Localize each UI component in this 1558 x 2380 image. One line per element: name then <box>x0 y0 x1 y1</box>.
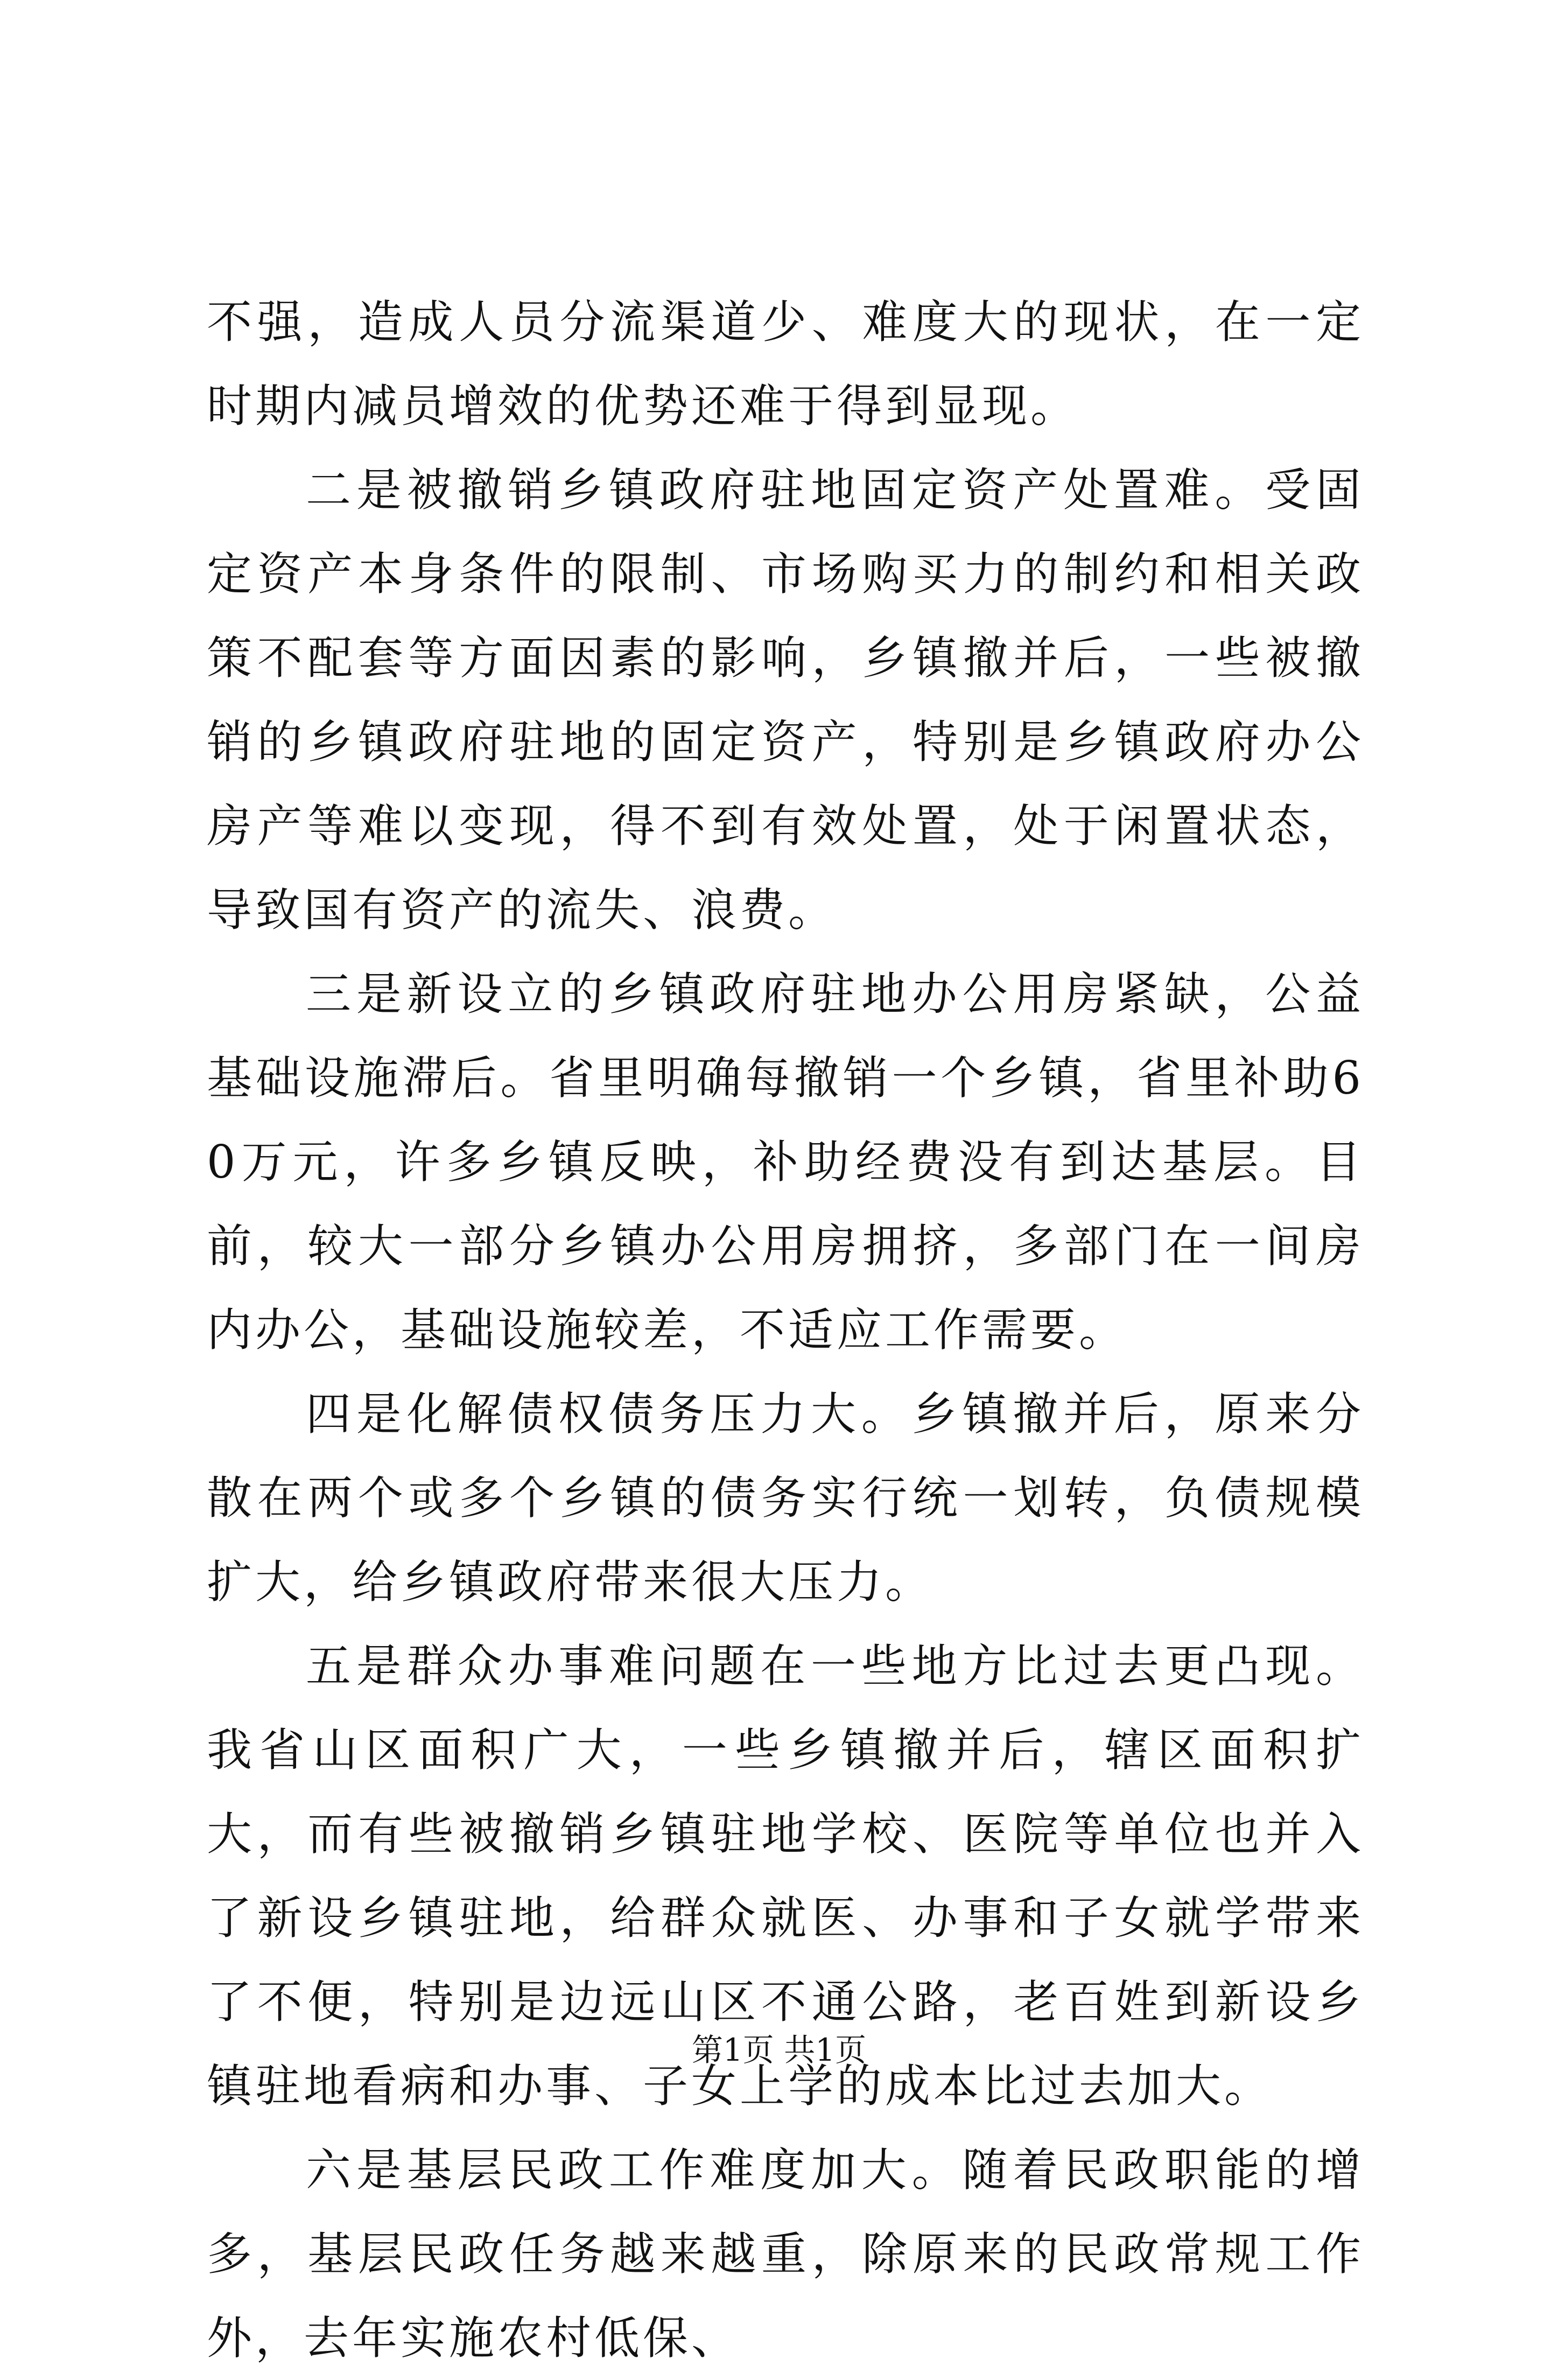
paragraph-2: 二是被撤销乡镇政府驻地固定资产处置难。受固定资产本身条件的限制、市场购买力的制约和相关政策不配套等方面因素的影响，乡镇撤并后，一些被撤销的乡镇政府驻地的固定资产，特别是乡镇政府办公房产等难以变现，得不到有效处置，处于闲置状态，导致国有资产的流失、浪费。 <box>207 464 1364 936</box>
paragraph-5: 五是群众办事难问题在一些地方比过去更凸现。我省山区面积广大，一些乡镇撤并后，辖区面积扩大，而有些被撤销乡镇驻地学校、医院等单位也并入了新设乡镇驻地，给群众就医、办事和子女就学带来了不便，特别是边远山区不通公路，老百姓到新设乡镇驻地看病和办事、子女上学的成本比过去加大。 <box>207 1640 1364 2112</box>
paragraph-1: 不强，造成人员分流渠道少、难度大的现状，在一定时期内减员增效的优势还难于得到显现。 <box>207 296 1364 432</box>
paragraph-4: 四是化解债权债务压力大。乡镇撤并后，原来分散在两个或多个乡镇的债务实行统一划转，负债规模扩大，给乡镇政府带来很大压力。 <box>207 1388 1364 1608</box>
paragraph-3: 三是新设立的乡镇政府驻地办公用房紧缺，公益基础设施滞后。省里明确每撤销一个乡镇，省里补助60万元，许多乡镇反映，补助经费没有到达基层。目前，较大一部分乡镇办公用房拥挤，多部门在一间房内办公，基础设施较差，不适应工作需要。 <box>207 968 1364 1356</box>
page-footer: 第1页 共1页 <box>691 2032 867 2068</box>
paragraph-6: 六是基层民政工作难度加大。随着民政职能的增多，基层民政任务越来越重，除原来的民政常规工作外，去年实施农村低保、 <box>207 2144 1364 2364</box>
